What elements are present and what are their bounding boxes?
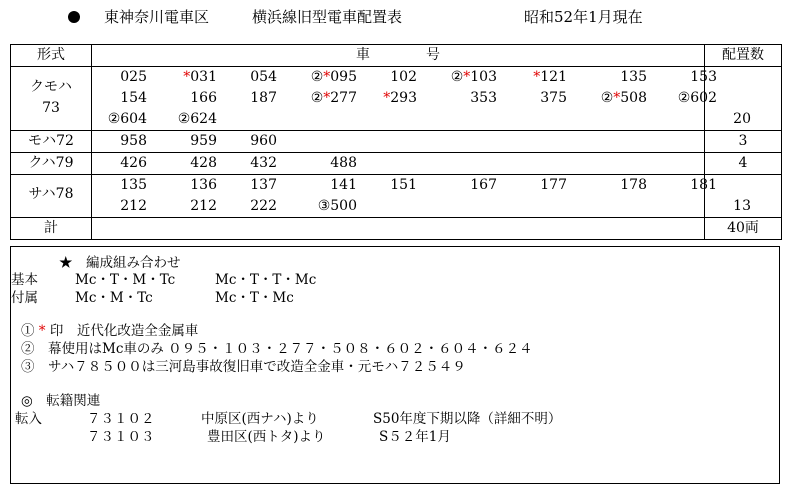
col-header-numbers: 車 号 bbox=[92, 45, 705, 67]
car-number-value: 135 bbox=[620, 69, 647, 85]
form-cell bbox=[11, 67, 92, 131]
numbers-cell bbox=[92, 153, 705, 175]
count-value: 20 bbox=[733, 111, 751, 127]
circled-mark: ③ bbox=[317, 198, 331, 214]
row-kuha79 bbox=[11, 153, 782, 175]
annex-formation-1: Mc・M・Tc bbox=[75, 290, 153, 306]
car-number-value: 178 bbox=[620, 177, 647, 193]
numbers-cell bbox=[92, 175, 717, 218]
car-number-value: 293 bbox=[390, 90, 417, 106]
asterisk-mark: * bbox=[613, 90, 621, 106]
car-number-value: 958 bbox=[120, 133, 147, 149]
basic-formation-1: Mc・T・M・Tc bbox=[75, 272, 176, 288]
form-label-number: 73 bbox=[42, 100, 60, 116]
transfer-date: S50年度下期以降（詳細不明） bbox=[373, 411, 562, 427]
car-number-value: 102 bbox=[390, 69, 417, 85]
car-number-value: 167 bbox=[470, 177, 497, 193]
car-number-value: 375 bbox=[540, 90, 567, 106]
asterisk-mark: * bbox=[533, 69, 541, 85]
car-number-value: 141 bbox=[330, 177, 357, 193]
transfer-title: ◎ 転籍関連 bbox=[21, 393, 101, 409]
car-number-value: 508 bbox=[620, 90, 647, 106]
car-number-value: 031 bbox=[190, 69, 217, 85]
car-number-value: 353 bbox=[470, 90, 497, 106]
car-number bbox=[383, 88, 417, 109]
count-cell bbox=[705, 67, 782, 131]
car-number-value: 166 bbox=[190, 90, 217, 106]
car-number-value: 604 bbox=[120, 111, 147, 127]
car-number bbox=[120, 131, 147, 152]
car-number-value: 095 bbox=[330, 69, 357, 85]
car-number bbox=[190, 131, 217, 152]
form-label: クハ79 bbox=[11, 153, 92, 175]
car-number bbox=[390, 67, 417, 88]
asterisk-mark: * bbox=[183, 69, 191, 85]
car-number-value: 181 bbox=[690, 177, 717, 193]
car-number bbox=[451, 67, 497, 88]
car-number bbox=[178, 109, 217, 130]
transfer-from: 豊田区(西トタ)より bbox=[207, 429, 326, 445]
formation-title: ★ 編成組み合わせ bbox=[59, 255, 181, 271]
car-number bbox=[601, 88, 647, 109]
total-empty-cell bbox=[92, 218, 705, 240]
car-number bbox=[190, 153, 217, 174]
count-value: 13 bbox=[733, 198, 751, 214]
circled-mark: ② bbox=[310, 90, 324, 106]
car-number bbox=[120, 88, 147, 109]
transfer-from: 中原区(西ナハ)より bbox=[201, 411, 319, 427]
circled-mark: ② bbox=[177, 111, 191, 127]
note-3: ③ サハ７８５００は三河島事故復旧車で改造全金車・元モハ７２５４９ bbox=[21, 359, 466, 375]
count-cell bbox=[705, 175, 782, 218]
car-number bbox=[390, 175, 417, 196]
roster-table bbox=[10, 44, 782, 240]
as-of-date: 昭和52年1月現在 bbox=[524, 8, 643, 26]
asterisk-mark: * bbox=[38, 323, 46, 339]
car-number-value: 500 bbox=[330, 198, 357, 214]
numbers-cell bbox=[92, 67, 717, 131]
car-number bbox=[120, 67, 147, 88]
count-value: 4 bbox=[705, 153, 782, 175]
car-number-value: 136 bbox=[190, 177, 217, 193]
col-header-form: 形式 bbox=[11, 45, 92, 67]
note-2: ② 幕使用はMc車のみ ０９５・１０３・２７７・５０８・６０２・６０４・６２４ bbox=[21, 341, 533, 357]
car-number bbox=[120, 153, 147, 174]
transfer-label: 転入 bbox=[15, 411, 42, 427]
car-number-value: 222 bbox=[250, 198, 277, 214]
car-number bbox=[190, 175, 217, 196]
car-number bbox=[108, 109, 147, 130]
numbers-cell bbox=[92, 131, 705, 153]
car-number-value: 177 bbox=[540, 177, 567, 193]
car-number bbox=[190, 88, 217, 109]
car-number-value: 153 bbox=[690, 69, 717, 85]
car-number bbox=[533, 67, 567, 88]
car-number bbox=[190, 196, 217, 217]
note-1-mark: ① bbox=[21, 323, 35, 339]
car-number-value: 212 bbox=[190, 198, 217, 214]
car-number bbox=[470, 88, 497, 109]
car-number-value: 212 bbox=[120, 198, 147, 214]
circled-mark: ② bbox=[677, 90, 691, 106]
car-number-value: 154 bbox=[120, 90, 147, 106]
circled-mark: ② bbox=[600, 90, 614, 106]
asterisk-mark: * bbox=[383, 90, 391, 106]
car-number-value: 960 bbox=[250, 133, 277, 149]
count-value: 3 bbox=[705, 131, 782, 153]
car-number-value: 488 bbox=[330, 155, 357, 171]
car-number bbox=[120, 196, 147, 217]
total-row bbox=[11, 218, 782, 240]
total-count: 40両 bbox=[705, 218, 782, 240]
transfer-car: ７３１０３ bbox=[87, 429, 155, 445]
car-number-value: 103 bbox=[470, 69, 497, 85]
col-header-count: 配置数 bbox=[705, 45, 782, 67]
car-number-value: 428 bbox=[190, 155, 217, 171]
asterisk-mark: * bbox=[463, 69, 471, 85]
page-title: 横浜線旧型電車配置表 bbox=[252, 8, 403, 26]
car-number-value: 432 bbox=[250, 155, 277, 171]
car-number bbox=[250, 131, 277, 152]
car-number-value: 959 bbox=[190, 133, 217, 149]
basic-label: 基本 bbox=[11, 272, 38, 288]
car-number-value: 426 bbox=[120, 155, 147, 171]
car-number-value: 121 bbox=[540, 69, 567, 85]
car-number-value: 151 bbox=[390, 177, 417, 193]
asterisk-mark: * bbox=[323, 90, 331, 106]
car-number bbox=[250, 153, 277, 174]
notes-box bbox=[10, 246, 780, 484]
basic-formation-2: Mc・T・T・Mc bbox=[215, 272, 317, 288]
car-number-value: 277 bbox=[330, 90, 357, 106]
car-number bbox=[183, 67, 217, 88]
bullet-icon bbox=[68, 11, 80, 23]
note-1 bbox=[21, 319, 198, 339]
row-saha78 bbox=[11, 175, 782, 218]
asterisk-mark: * bbox=[323, 69, 331, 85]
car-number-value: 602 bbox=[690, 90, 717, 106]
car-number bbox=[330, 175, 357, 196]
header-row bbox=[11, 45, 782, 67]
car-number-value: 187 bbox=[250, 90, 277, 106]
car-number bbox=[470, 175, 497, 196]
row-moha72 bbox=[11, 131, 782, 153]
car-number bbox=[311, 67, 357, 88]
circled-mark: ② bbox=[107, 111, 121, 127]
form-label: サハ78 bbox=[11, 175, 92, 218]
annex-label: 付属 bbox=[11, 290, 38, 306]
car-number bbox=[250, 67, 277, 88]
circled-mark: ② bbox=[310, 69, 324, 85]
car-number-value: 135 bbox=[120, 177, 147, 193]
car-number-value: 137 bbox=[250, 177, 277, 193]
form-label: クモハ bbox=[30, 79, 72, 95]
car-number bbox=[330, 153, 357, 174]
car-number-value: 025 bbox=[120, 69, 147, 85]
car-number bbox=[620, 67, 647, 88]
annex-formation-2: Mc・T・Mc bbox=[215, 290, 294, 306]
row-kumoha73 bbox=[11, 67, 782, 131]
transfer-date: S５２年1月 bbox=[379, 429, 451, 445]
car-number bbox=[318, 196, 357, 217]
note-1-text: 印 近代化改造全金属車 bbox=[49, 323, 199, 339]
car-number bbox=[250, 175, 277, 196]
car-number bbox=[311, 88, 357, 109]
transfer-car: ７３１０２ bbox=[87, 411, 155, 427]
car-number bbox=[540, 88, 567, 109]
car-number bbox=[250, 196, 277, 217]
car-number bbox=[540, 175, 567, 196]
circled-mark: ② bbox=[450, 69, 464, 85]
car-number bbox=[620, 175, 647, 196]
depot-name: 東神奈川電車区 bbox=[104, 8, 210, 26]
form-label: モハ72 bbox=[11, 131, 92, 153]
car-number bbox=[250, 88, 277, 109]
car-number-value: 624 bbox=[190, 111, 217, 127]
car-number bbox=[120, 175, 147, 196]
total-label: 計 bbox=[11, 218, 92, 240]
car-number-value: 054 bbox=[250, 69, 277, 85]
